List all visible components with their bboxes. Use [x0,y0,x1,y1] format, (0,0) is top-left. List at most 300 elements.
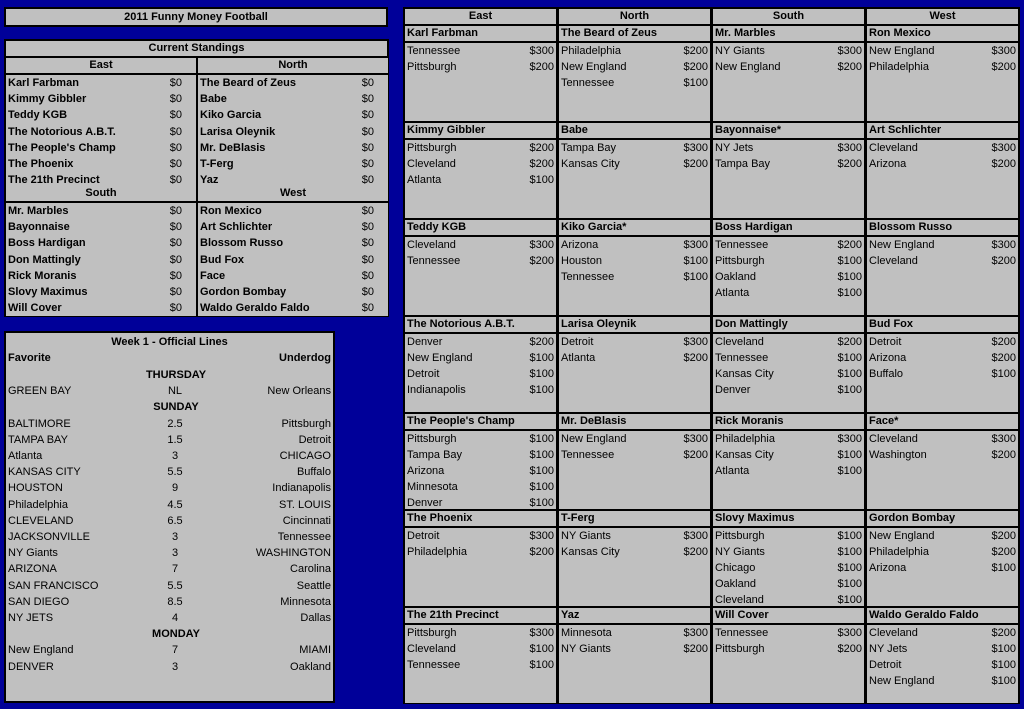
pick-amount: $200 [991,448,1016,461]
pick-team: Tampa Bay [561,141,617,154]
favorite-team: SAN DIEGO [8,595,70,608]
favorite-team: CLEVELAND [8,514,74,527]
point-spread: 8.5 [167,595,183,608]
pick-team: Tennessee [407,44,461,57]
owner-picks-block [713,43,864,121]
pick-team: Cleveland [869,141,918,154]
pick-row [867,366,1018,382]
pick-amount: $100 [529,367,554,380]
team-owner-name: Will Cover [8,302,62,315]
favorite-team: SAN FRANCISCO [8,579,99,592]
pick-team: Atlanta [715,287,750,300]
standings-amount: $0 [361,125,374,138]
owner-name-header: Rick Moranis [713,414,864,429]
favorite-team: Atlanta [8,450,43,462]
team-owner-name: Art Schlichter [200,221,273,234]
pick-row [713,366,864,382]
pick-amount: $300 [837,44,862,57]
pick-team: Cleveland [407,642,456,655]
pick-amount: $300 [837,626,862,639]
pick-row [559,237,710,253]
standings-amount: $0 [361,253,374,266]
underdog-team: Cincinnati [282,514,331,527]
standings-amount: $0 [361,237,374,250]
pick-amount: $100 [837,367,862,380]
pick-team: New England [407,351,473,364]
pick-row [405,495,556,508]
point-spread: 3 [171,547,179,560]
owner-name-header: Babe [559,123,710,138]
point-spread: 5.5 [167,466,183,479]
pick-team: Denver [715,384,751,397]
pick-amount: $200 [683,157,708,170]
owner-picks-block [559,625,710,703]
owner-name-header: Boss Hardigan [713,220,864,235]
pick-amount: $300 [837,141,862,154]
lines-game-row [6,383,333,399]
team-owner-name: Yaz [200,174,219,187]
underdog-team: Detroit [298,433,331,446]
pick-amount: $200 [991,545,1016,558]
pick-amount: $300 [991,141,1016,154]
standings-row [198,284,388,300]
team-owner-name: Don Mattingly [8,253,81,266]
lines-game-row [6,610,333,626]
pick-amount: $100 [837,578,862,591]
team-owner-name: Boss Hardigan [8,237,86,250]
pick-row [713,59,864,75]
division-header: East [405,9,556,24]
pick-amount: $200 [991,335,1016,348]
pick-team: Minnesota [407,481,458,494]
pick-team: Arizona [869,561,907,574]
point-spread: 4.5 [167,498,183,511]
pick-team: Kansas City [561,545,620,558]
pick-team: Tennessee [407,658,461,671]
owner-name-header: Larisa Oleynik [559,317,710,332]
lines-game-row [6,578,333,594]
standings-block-north [198,75,388,188]
team-owner-name: Teddy KGB [8,109,68,122]
standings-row [198,219,388,235]
pick-amount: $100 [837,351,862,364]
standings-row [6,219,196,235]
pick-team: Pittsburgh [407,141,457,154]
pick-row [405,447,556,463]
pick-amount: $200 [837,60,862,73]
standings-row [6,235,196,251]
standings-division-north: North [198,58,388,73]
lines-game-row [6,594,333,610]
page-title: 2011 Funny Money Football [6,9,386,25]
lines-panel [4,331,335,703]
pick-team: New England [561,432,627,445]
standings-division-west: West [198,186,388,201]
pick-row [559,431,710,447]
standings-block-south [6,203,196,316]
underdog-label: Underdog [279,352,331,364]
pick-row [867,560,1018,576]
standings-block-west [198,203,388,316]
pick-row [405,657,556,673]
pick-amount: $100 [837,594,862,606]
pick-amount: $200 [529,545,554,558]
point-spread: 3 [171,450,179,462]
pick-amount: $300 [683,238,708,251]
pick-row [713,156,864,172]
division-header: South [713,9,864,24]
point-spread: NL [167,385,183,398]
point-spread: 6.5 [167,514,183,527]
pick-row [867,350,1018,366]
pick-row [867,59,1018,75]
team-owner-name: Mr. Marbles [8,205,69,217]
pick-row [867,140,1018,156]
pick-row [713,528,864,544]
team-owner-name: Babe [200,93,227,106]
pick-row [559,59,710,75]
pick-row [713,140,864,156]
pick-team: New England [869,529,935,542]
owner-name-header: Kiko Garcia* [559,220,710,235]
pick-amount: $200 [683,351,708,364]
pick-amount: $100 [529,481,554,494]
pick-team: NY Jets [715,141,754,154]
pick-row [867,447,1018,463]
pick-team: Atlanta [561,351,596,364]
owner-picks-block [405,431,556,509]
favorite-team: DENVER [8,660,54,673]
favorite-team: NY JETS [8,612,54,624]
pick-amount: $300 [529,626,554,639]
pick-amount: $100 [683,270,708,283]
point-spread: 5.5 [167,579,183,592]
team-owner-name: Face [200,269,226,282]
pick-amount: $100 [529,497,554,509]
team-owner-name: Blossom Russo [200,237,284,250]
favorite-label: Favorite [8,352,51,364]
standings-amount: $0 [361,221,374,234]
pick-team: Indianapolis [407,384,466,397]
owner-name-header: T-Ferg [559,511,710,526]
point-spread: 9 [171,482,179,495]
pick-amount: $300 [683,626,708,639]
underdog-team: Indianapolis [272,482,331,495]
pick-amount: $300 [529,529,554,542]
pick-amount: $100 [837,464,862,477]
standings-row [6,203,196,219]
lines-day-header: SUNDAY [153,401,199,414]
pick-amount: $300 [683,335,708,348]
standings-amount: $0 [169,237,182,250]
owner-name-header: Don Mattingly [713,317,864,332]
favorite-team: HOUSTON [8,482,63,495]
pick-row [867,528,1018,544]
favorite-team: JACKSONVILLE [8,531,90,543]
pick-amount: $100 [529,642,554,655]
pick-amount: $200 [991,60,1016,73]
pick-amount: $100 [683,254,708,267]
pick-amount: $200 [529,157,554,170]
owner-name-header: The People's Champ [405,414,556,429]
underdog-team: WASHINGTON [255,547,331,560]
pick-row [405,334,556,350]
team-owner-name: Kimmy Gibbler [8,93,87,106]
favorite-team: KANSAS CITY [8,466,81,479]
underdog-team: Minnesota [280,595,331,608]
team-owner-name: Slovy Maximus [8,286,88,298]
lines-game-row [6,659,333,675]
owner-name-header: Mr. DeBlasis [559,414,710,429]
pick-amount: $100 [529,464,554,477]
picks-panel [403,7,1020,704]
pick-team: NY Jets [869,642,908,655]
team-owner-name: Bud Fox [200,253,244,266]
owner-name-header: Waldo Geraldo Faldo [867,608,1018,623]
owner-name-header: The Beard of Zeus [559,26,710,41]
owner-name-header: Face* [867,414,1018,429]
pick-row [713,253,864,269]
underdog-team: Pittsburgh [281,417,331,430]
pick-row [559,75,710,91]
owner-picks-block [405,140,556,218]
pick-team: Detroit [407,529,440,542]
pick-row [867,544,1018,560]
standings-amount: $0 [169,125,182,138]
pick-team: Cleveland [407,238,456,251]
point-spread: 7 [171,563,179,576]
pick-team: Detroit [561,335,594,348]
pick-amount: $100 [529,448,554,461]
lines-game-row [6,464,333,480]
pick-team: Arizona [869,157,907,170]
pick-team: Detroit [869,335,902,348]
pick-row [559,253,710,269]
pick-row [559,625,710,641]
pick-team: Pittsburgh [715,642,765,655]
pick-amount: $100 [837,561,862,574]
pick-team: NY Giants [715,44,765,57]
pick-row [405,43,556,59]
pick-row [559,140,710,156]
standings-row [6,75,196,91]
division-header: North [559,9,710,24]
pick-team: Detroit [407,367,440,380]
owner-name-header: Ron Mexico [867,26,1018,41]
pick-team: Kansas City [715,367,774,380]
pick-row [713,269,864,285]
pick-team: Kansas City [715,448,774,461]
pick-team: Cleveland [715,335,764,348]
pick-amount: $100 [837,384,862,397]
lines-body [6,333,333,701]
pick-row [405,431,556,447]
standings-row [198,252,388,268]
owner-name-header: The 21th Precinct [405,608,556,623]
pick-row [405,382,556,398]
pick-row [867,625,1018,641]
pick-amount: $200 [991,529,1016,542]
standings-row [198,156,388,172]
underdog-team: Buffalo [296,466,331,479]
pick-amount: $200 [529,335,554,348]
standings-amount: $0 [169,286,182,298]
pick-amount: $300 [991,238,1016,251]
lines-game-row [6,545,333,561]
standings-block-east [6,75,196,188]
pick-amount: $100 [837,448,862,461]
pick-team: Pittsburgh [715,529,765,542]
pick-amount: $300 [529,238,554,251]
pick-amount: $100 [991,367,1016,380]
standings-header: Current Standings [6,41,387,56]
pick-row [559,43,710,59]
pick-amount: $100 [837,545,862,558]
pick-row [405,544,556,560]
pick-amount: $100 [837,287,862,300]
pick-row [405,237,556,253]
pick-amount: $200 [837,335,862,348]
favorite-team: Philadelphia [8,498,68,511]
pick-row [405,140,556,156]
owner-picks-block [867,140,1018,218]
pick-row [559,350,710,366]
team-owner-name: Rick Moranis [8,269,77,282]
pick-row [559,544,710,560]
pick-team: Philadelphia [561,44,621,57]
pick-team: Tennessee [561,76,615,89]
pick-row [713,431,864,447]
pick-team: New England [869,238,935,251]
point-spread: 3 [171,531,179,543]
pick-amount: $200 [991,351,1016,364]
standings-amount: $0 [361,93,374,106]
underdog-team: MIAMI [299,644,331,657]
standings-row [6,124,196,140]
pick-row [405,350,556,366]
pick-row [405,479,556,495]
pick-row [405,156,556,172]
pick-row [713,625,864,641]
pick-row [713,382,864,398]
owner-picks-block [713,528,864,606]
pick-row [867,237,1018,253]
pick-team: Arizona [561,238,599,251]
pick-row [713,285,864,301]
team-owner-name: Waldo Geraldo Faldo [200,302,310,315]
pick-team: Arizona [869,351,907,364]
pick-row [867,334,1018,350]
owner-picks-block [559,237,710,315]
pick-team: Cleveland [715,594,764,606]
team-owner-name: Gordon Bombay [200,286,287,298]
pick-team: Cleveland [869,432,918,445]
favorite-team: GREEN BAY [8,385,72,398]
standings-amount: $0 [361,174,374,187]
owner-name-header: Yaz [559,608,710,623]
standings-amount: $0 [169,93,182,106]
pick-row [867,156,1018,172]
standings-row [198,268,388,284]
owner-name-header: The Phoenix [405,511,556,526]
pick-team: Philadelphia [715,432,775,445]
pick-team: Cleveland [407,157,456,170]
pick-team: NY Giants [715,545,765,558]
team-owner-name: T-Ferg [200,158,234,170]
standings-panel [4,39,389,317]
title-box [4,7,388,27]
pick-row [559,528,710,544]
pick-amount: $200 [837,642,862,655]
favorite-team: BALTIMORE [8,417,71,430]
standings-row [198,124,388,140]
owner-picks-block [713,625,864,703]
owner-picks-block [405,625,556,703]
pick-row [713,463,864,479]
standings-row [198,75,388,91]
standings-row [198,300,388,316]
standings-row [6,284,196,300]
standings-amount: $0 [169,302,182,315]
team-owner-name: Mr. DeBlasis [200,141,266,154]
pick-amount: $200 [683,44,708,57]
pick-row [405,641,556,657]
pick-team: Philadelphia [869,60,929,73]
owner-picks-block [867,334,1018,412]
pick-amount: $100 [529,432,554,445]
standings-amount: $0 [169,174,182,187]
pick-amount: $100 [529,658,554,671]
pick-team: Detroit [869,658,902,671]
owner-picks-block [405,528,556,606]
lines-game-row [6,529,333,545]
pick-row [405,172,556,188]
pick-amount: $300 [837,432,862,445]
pick-team: New England [869,44,935,57]
pick-row [867,431,1018,447]
underdog-team: Dallas [300,612,331,624]
lines-day-header: MONDAY [152,628,200,641]
owner-picks-block [867,431,1018,509]
underdog-team: Oakland [290,660,331,673]
underdog-team: Seattle [296,579,331,592]
pick-amount: $200 [529,254,554,267]
pick-team: Philadelphia [407,545,467,558]
owner-name-header: The Notorious A.B.T. [405,317,556,332]
pick-team: Buffalo [869,367,904,380]
owner-picks-block [559,43,710,121]
lines-game-row [6,642,333,658]
standings-amount: $0 [169,205,182,217]
standings-amount: $0 [361,286,374,298]
standings-row [198,91,388,107]
pick-amount: $100 [837,254,862,267]
pick-team: New England [561,60,627,73]
standings-amount: $0 [169,221,182,234]
pick-amount: $100 [991,642,1016,655]
owner-name-header: Will Cover [713,608,864,623]
point-spread: 1.5 [167,433,183,446]
pick-row [867,673,1018,689]
pick-team: Tennessee [407,254,461,267]
standings-row [6,300,196,316]
standings-division-south: South [6,186,196,201]
owner-picks-block [559,334,710,412]
favorite-team: New England [8,644,74,657]
lines-game-row [6,480,333,496]
pick-row [405,463,556,479]
team-owner-name: The 21th Precinct [8,174,100,187]
